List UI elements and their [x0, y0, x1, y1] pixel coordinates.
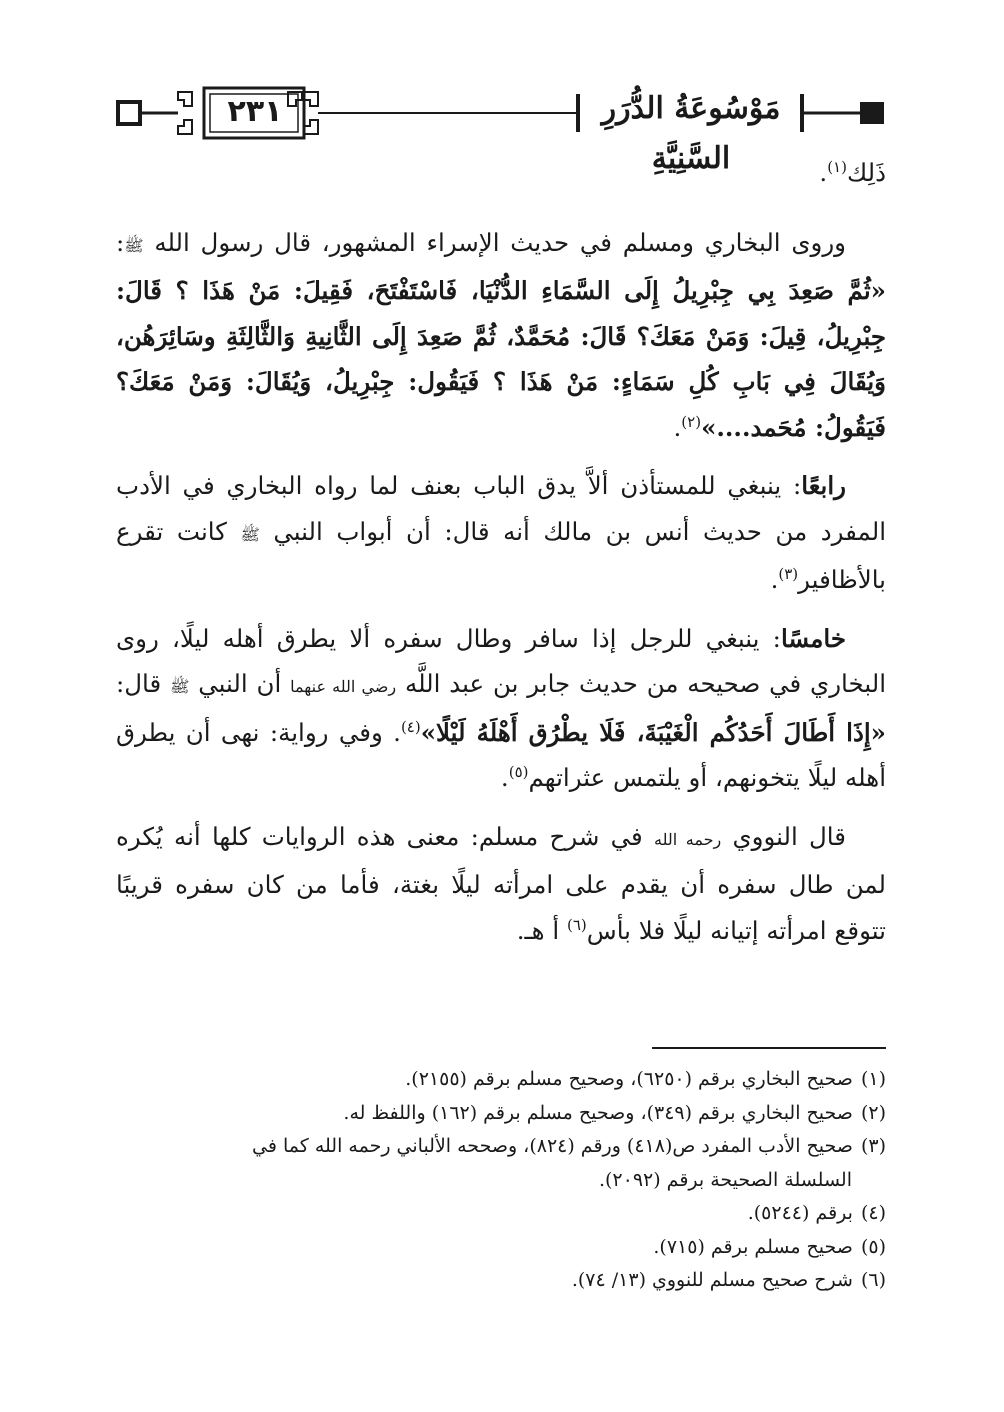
p3-salutation: ﷺ: [240, 524, 260, 544]
p4-text1: : ينبغي للرجل إذا سافر وطال سفره ألا يطرق أهله ليلًا، روى البخاري في صحيحه من حديث جابر بن عبد اللَّه: [116, 623, 886, 698]
p5-honorific: رحمه الله: [654, 829, 722, 849]
paragraph-5: [116, 814, 886, 954]
p3-lead: رابعًا: [801, 471, 846, 500]
footnote-ref-5: (٥): [508, 762, 529, 781]
p3-text2: كانت تقرع بالأظافير: [116, 516, 886, 594]
footnote-text: صحيح مسلم برقم (٧١٥).: [653, 1235, 853, 1258]
p5-text1: قال النووي: [732, 821, 846, 851]
footnote-ref-3: (٣): [778, 564, 799, 583]
p4-hadith-quote: «إِذَا أَطَالَ أَحَدُكُم الْغَيْبَةَ، فَلَا يطْرُق أَهْلَهُ لَيْلًا»: [420, 717, 886, 747]
p2-salutation: ﷺ: [124, 235, 144, 255]
p4-text4: . وفي رواية: نهى أن يطرق أهله ليلًا يتخونهم، أو يلتمس عثراتهم: [116, 717, 886, 792]
footnote-number: (٤): [860, 1202, 886, 1224]
footnote-3: [116, 1130, 886, 1164]
paragraph-2: [116, 220, 886, 451]
footnotes: [116, 1063, 886, 1298]
p5-text2: في شرح مسلم: معنى هذه الروايات كلها أنه يُكره لمن طال سفره أن يقدم على امرأته ليلًا بغتة، فأما من كان سفره قريبًا تتوقع امرأته إتيانه ليلًا فلا بأس: [116, 821, 886, 945]
main-content: [116, 150, 886, 953]
footnote-number: (٢): [860, 1101, 886, 1124]
p1-text: ذَلِك: [846, 158, 886, 187]
p4-end: .: [500, 763, 509, 792]
footnote-number: (١): [860, 1068, 886, 1090]
footnote-text: صحيح البخاري برقم (٦٢٥٠)، وصحيح مسلم برقم (٢١٥٥).: [405, 1068, 853, 1090]
p4-honorific: رضي الله عنهما: [290, 677, 397, 696]
footnote-5: [116, 1231, 886, 1265]
footnote-ref-4: (٤): [400, 717, 421, 736]
paragraph-1: [116, 150, 886, 196]
series-title: مَوْسُوعَةُ الدُّرَرِ السَّنِيَّةِ: [601, 91, 781, 176]
footnote-divider: [652, 1047, 886, 1049]
footnote-3-continuation: السلسلة الصحيحة برقم (٢٠٩٢).: [598, 1168, 852, 1191]
footnote-text: صحيح الأدب المفرد ص(٤١٨) ورقم (٨٢٤)، وصححه الألباني رحمه الله كما في: [252, 1135, 853, 1157]
footnote-ref-1: (١): [827, 157, 847, 176]
paragraph-3: [116, 463, 886, 603]
p5-end: أ هـ.: [516, 915, 560, 945]
p4-lead: خامسًا: [780, 623, 846, 653]
p4-text2: أن النبي: [198, 669, 282, 698]
footnote-text: برقم (٥٢٤٤).: [747, 1202, 853, 1224]
footnote-4: [116, 1197, 886, 1231]
footnote-1: [116, 1063, 886, 1097]
p3-end: .: [770, 565, 779, 594]
footnote-text: شرح صحيح مسلم للنووي (١٣/ ٧٤).: [571, 1269, 853, 1291]
footnote-number: (٣): [860, 1135, 886, 1157]
footnote-ref-6: (٦): [567, 915, 587, 934]
page-number: ٢٣١: [227, 94, 283, 129]
p3-text1: : ينبغي للمستأذن ألاَّ يدق الباب بعنف لما رواه البخاري في الأدب المفرد من حديث أنس بن مالك أنه قال: أن أبواب النبي: [116, 471, 886, 546]
p4-text3: قال:: [116, 669, 162, 698]
p2-intro: وروى البخاري ومسلم في حديث الإسراء المشهور، قال رسول الله: [154, 227, 846, 257]
p2-colon: :: [116, 227, 125, 257]
footnote-2: [116, 1097, 886, 1131]
p4-salutation: ﷺ: [170, 677, 190, 696]
p1-end: .: [819, 158, 828, 187]
footnote-number: (٥): [860, 1235, 886, 1258]
p2-end: .: [673, 412, 682, 442]
footnote-text: صحيح البخاري برقم (٣٤٩)، وصحيح مسلم برقم (١٦٢) واللفظ له.: [343, 1101, 853, 1124]
paragraph-4: [116, 616, 886, 801]
p2-hadith-quote: «ثُمَّ صَعِدَ بِي جِبْرِيلُ إِلَى السَّمَاءِ الدُّنْيَا، فَاسْتَفْتَحَ، فَقِيلَ: مَنْ هَذَا ؟ قَالَ: جِبْرِيلُ، قِيلَ: وَمَنْ مَعَكَ؟ قَالَ: مُحَمَّدٌ، ثُمَّ صَعِدَ إِلَى الثَّانِيةِ وَالثَّالِثَةِ وسَائِرَهُن، وَيُقَالَ فِي بَابِ كُلِ سَمَاءٍ: مَنْ هَذَا ؟ فَيَقُول: جِبْرِيلُ، وَيُقَالَ: وَمَنْ مَعَكَ؟ فَيَقُولُ: مُحَمد....»: [116, 276, 886, 442]
footnote-6: [116, 1264, 886, 1298]
footnote-ref-2: (٢): [681, 412, 702, 431]
footnote-number: (٦): [860, 1269, 886, 1291]
